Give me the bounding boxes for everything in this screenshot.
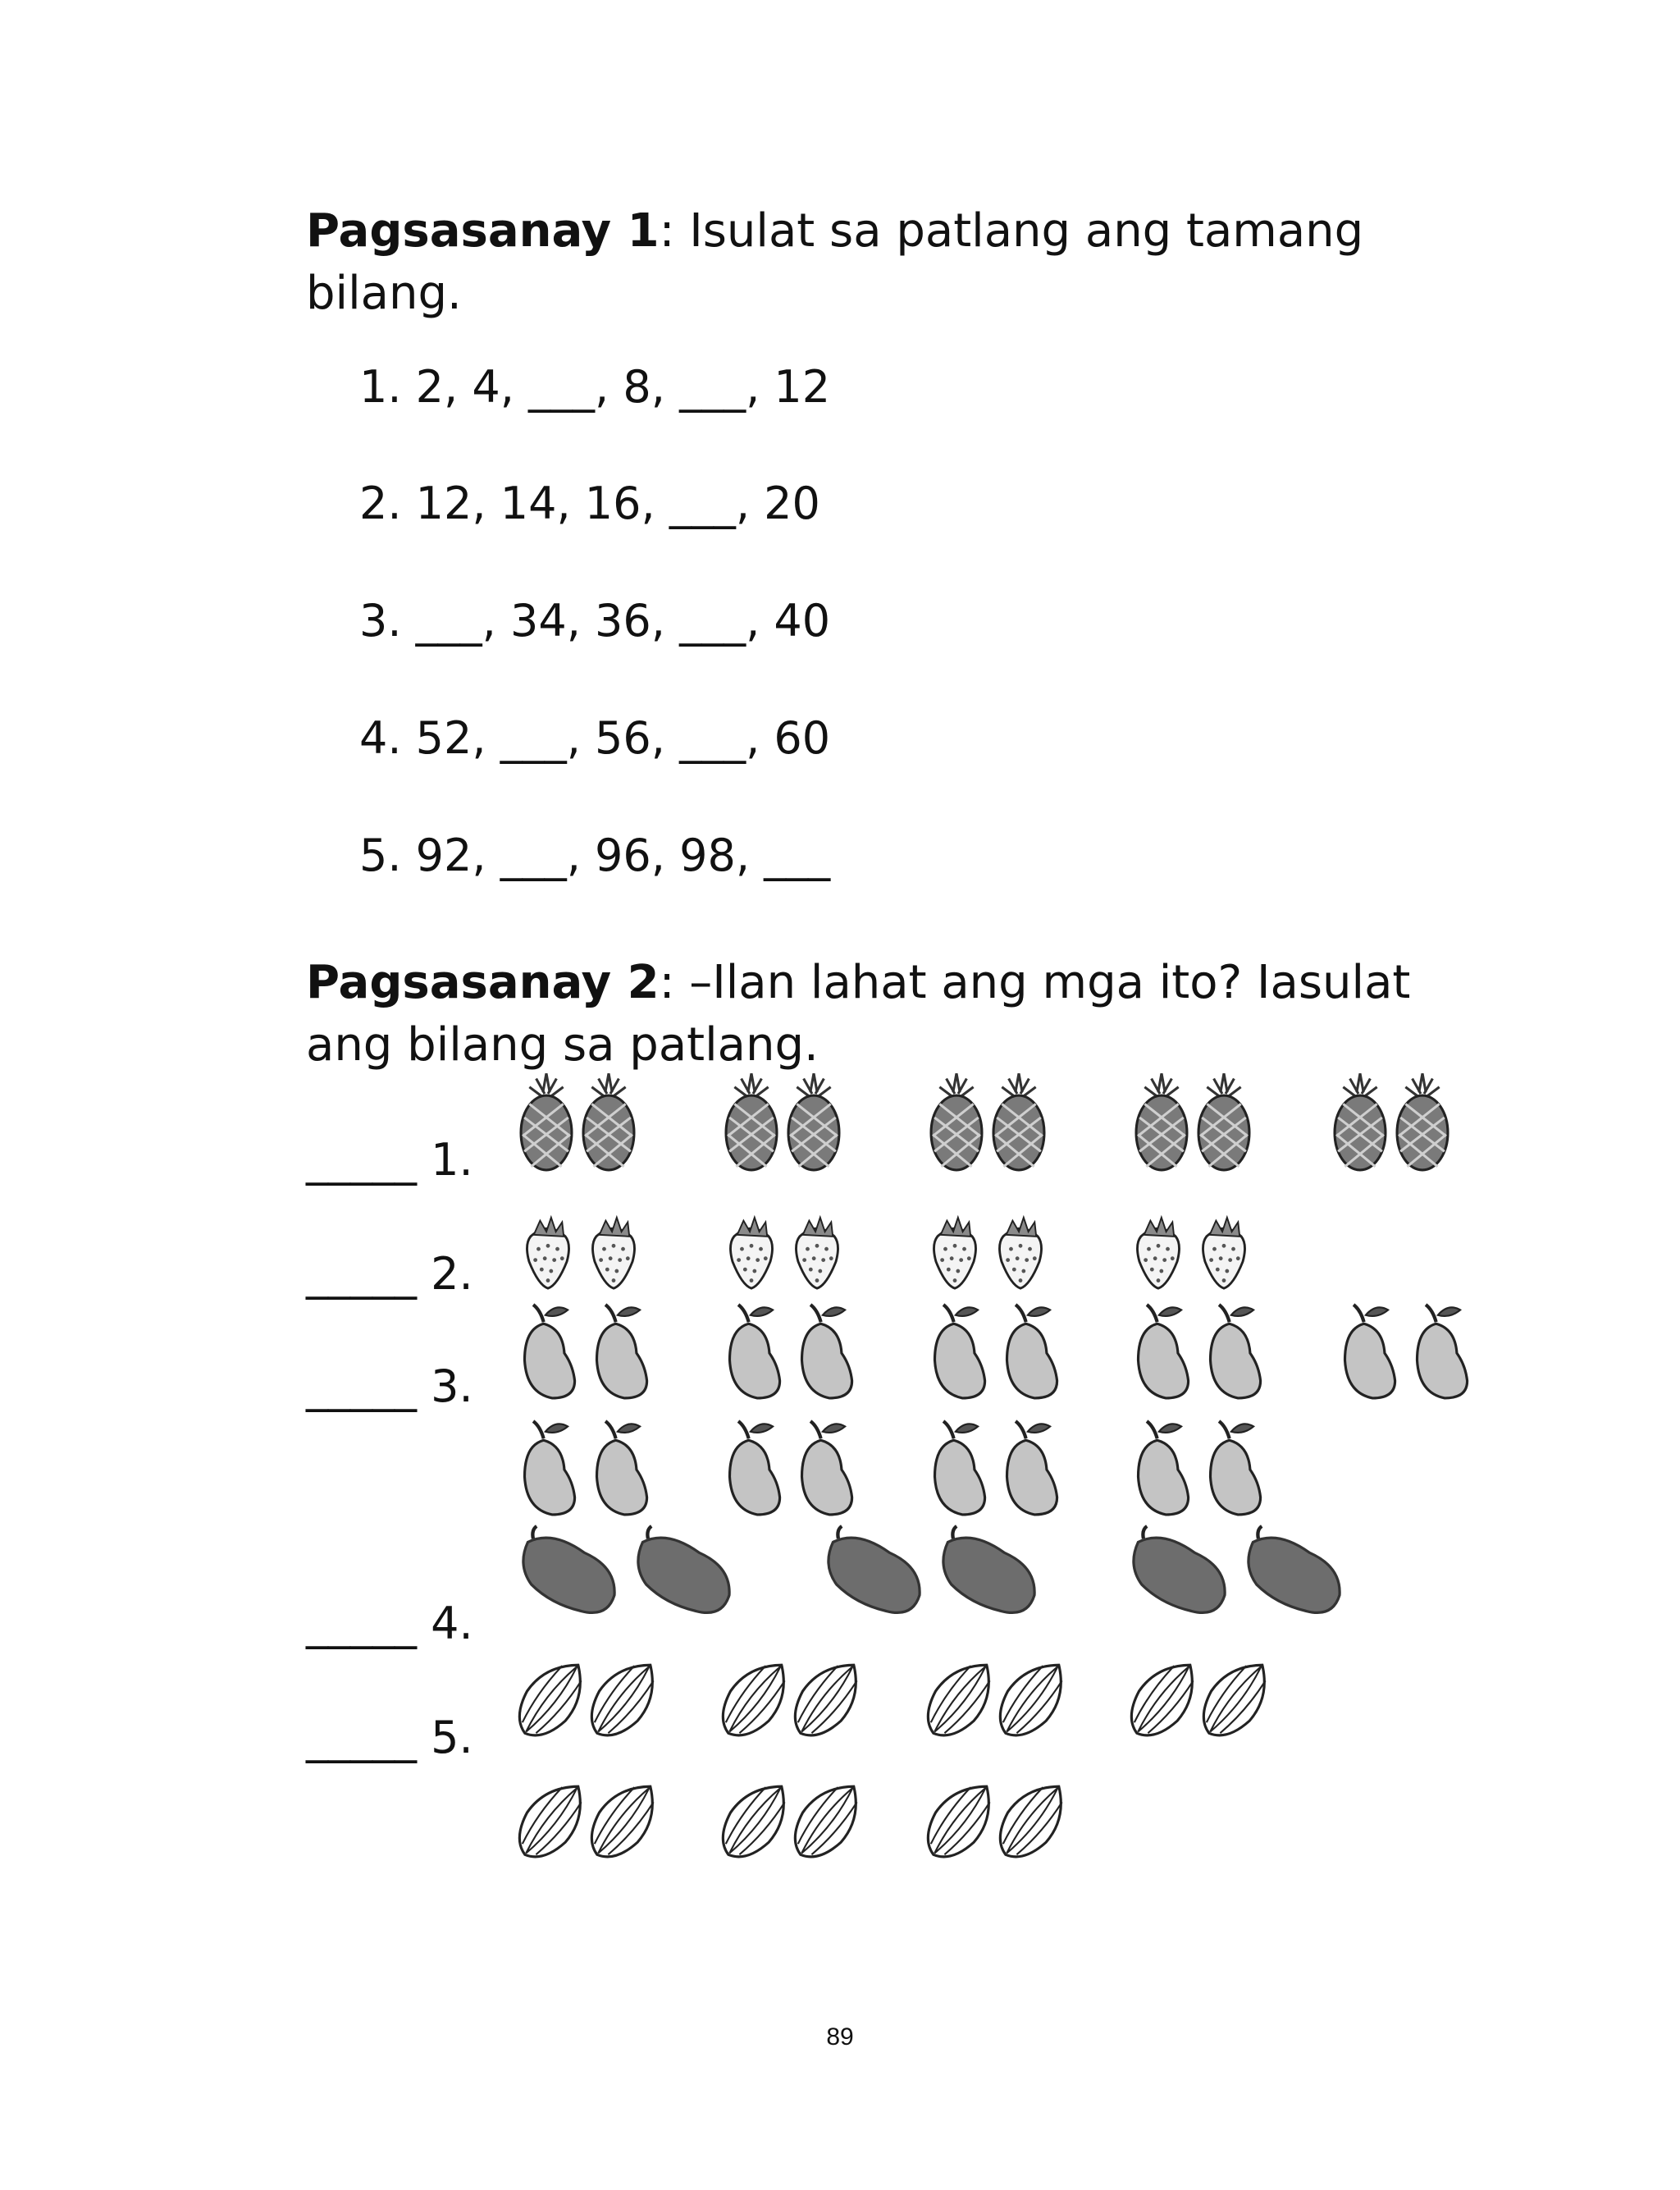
papaya-icon [1127, 1526, 1230, 1618]
pineapple-icon [778, 1067, 850, 1172]
cacao-pod-icon [993, 1651, 1073, 1748]
mango-icon [927, 1303, 991, 1400]
cacao-pod-icon [715, 1651, 796, 1748]
mango-icon [1130, 1420, 1194, 1516]
pineapple-icon [510, 1067, 582, 1172]
strawberry-icon [1125, 1213, 1191, 1292]
pineapple-icon [715, 1067, 788, 1172]
pineapple-icon [573, 1067, 645, 1172]
mango-icon [927, 1420, 991, 1516]
exercise-2-heading [306, 952, 1471, 1077]
papaya-icon [1242, 1526, 1345, 1618]
papaya-icon [517, 1526, 620, 1618]
cacao-pod-icon [788, 1651, 868, 1748]
mango-icon [794, 1303, 858, 1400]
answer-blank-4: _____ 4. [306, 1598, 473, 1649]
papaya-icon [822, 1526, 925, 1618]
mango-icon [1409, 1303, 1473, 1400]
strawberry-icon [922, 1213, 988, 1292]
pineapple-icon [1125, 1067, 1198, 1172]
sequence-item-1: 1. 2, 4, ___, 8, ___, 12 [359, 361, 831, 413]
cacao-pod-icon [788, 1772, 868, 1869]
strawberry-icon [515, 1213, 581, 1292]
mango-icon [1203, 1303, 1267, 1400]
mango-icon [589, 1303, 653, 1400]
sequence-item-4: 4. 52, ___, 56, ___, 60 [359, 712, 831, 764]
cacao-pod-icon [920, 1772, 1001, 1869]
papaya-icon [937, 1526, 1040, 1618]
mango-icon [517, 1303, 581, 1400]
mango-icon [1337, 1303, 1401, 1400]
cacao-pod-icon [584, 1772, 664, 1869]
strawberry-icon [988, 1213, 1053, 1292]
exercise-2-label: Pagsasanay 2 [306, 956, 660, 1009]
mango-icon [1130, 1303, 1194, 1400]
cacao-pod-icon [584, 1651, 664, 1748]
mango-icon [722, 1420, 786, 1516]
answer-blank-3: _____ 3. [306, 1360, 473, 1412]
mango-icon [589, 1420, 653, 1516]
papaya-icon [632, 1526, 735, 1618]
exercise-1-instruction: : Isulat sa patlang ang tamang bilang. [306, 204, 1364, 320]
answer-blank-2: _____ 2. [306, 1248, 473, 1300]
cacao-pod-icon [920, 1651, 1001, 1748]
cacao-pod-icon [1196, 1651, 1276, 1748]
mango-icon [999, 1303, 1063, 1400]
exercise-2-instruction: : –Ilan lahat ang mga ito? Iasulat ang bilang sa patlang. [306, 956, 1411, 1072]
cacao-pod-icon [715, 1772, 796, 1869]
cacao-pod-icon [512, 1651, 592, 1748]
mango-icon [517, 1420, 581, 1516]
exercise-1-heading [306, 200, 1471, 325]
mango-icon [999, 1420, 1063, 1516]
sequence-item-2: 2. 12, 14, 16, ___, 20 [359, 478, 820, 529]
strawberry-icon [784, 1213, 850, 1292]
pineapple-icon [920, 1067, 993, 1172]
strawberry-icon [1191, 1213, 1257, 1292]
mango-icon [722, 1303, 786, 1400]
exercise-1-label: Pagsasanay 1 [306, 204, 660, 258]
pineapple-icon [1324, 1067, 1396, 1172]
cacao-pod-icon [1124, 1651, 1204, 1748]
cacao-pod-icon [512, 1772, 592, 1869]
strawberry-icon [719, 1213, 784, 1292]
mango-icon [794, 1420, 858, 1516]
mango-icon [1203, 1420, 1267, 1516]
cacao-pod-icon [993, 1772, 1073, 1869]
pineapple-icon [983, 1067, 1055, 1172]
pineapple-icon [1188, 1067, 1260, 1172]
strawberry-icon [581, 1213, 646, 1292]
pineapple-icon [1386, 1067, 1459, 1172]
sequence-item-3: 3. ___, 34, 36, ___, 40 [359, 595, 831, 647]
answer-blank-5: _____ 5. [306, 1712, 473, 1763]
sequence-item-5: 5. 92, ___, 96, 98, ___ [359, 830, 831, 881]
answer-blank-1: _____ 1. [306, 1134, 473, 1186]
page-number: 89 [826, 2023, 854, 2051]
